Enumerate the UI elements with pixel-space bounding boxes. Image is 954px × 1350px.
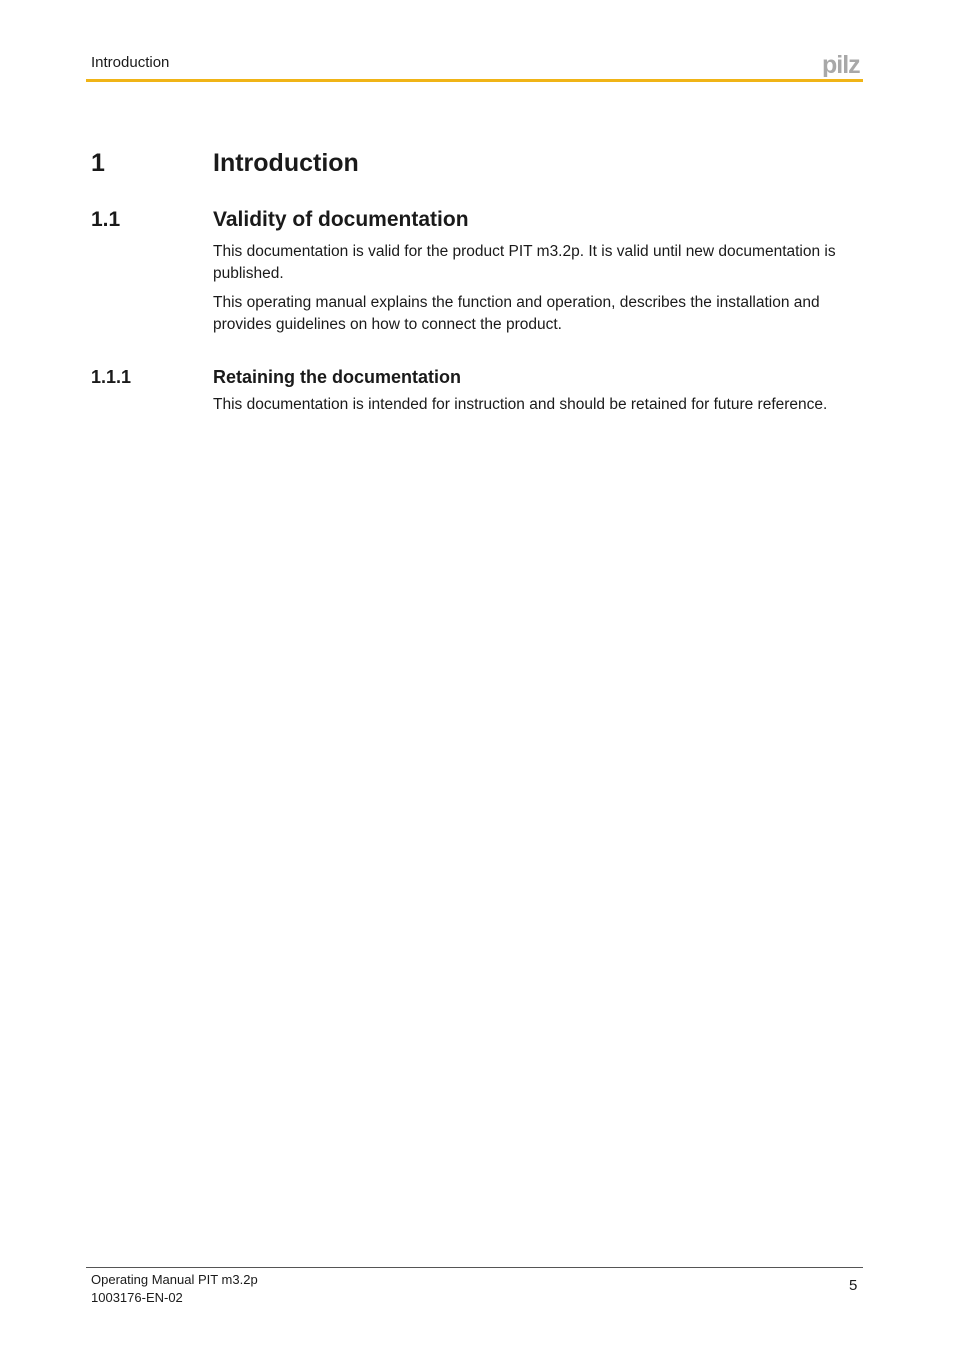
page-number: 5 <box>849 1277 858 1294</box>
footer-rule <box>86 1267 863 1268</box>
section-title: Validity of documentation <box>213 208 469 231</box>
section-paragraph-1: This documentation is valid for the product PIT m3.2p. It is valid until new documentation is published. <box>213 243 836 282</box>
pilz-logo <box>822 51 864 77</box>
footer-doc-number: 1003176-EN-02 <box>91 1290 183 1305</box>
subsection-number: 1.1.1 <box>91 367 132 387</box>
chapter-number: 1 <box>91 149 105 177</box>
subsection-title: Retaining the documentation <box>213 367 462 387</box>
header-rule <box>86 79 863 82</box>
chapter-title: Introduction <box>213 149 359 177</box>
footer-manual-title: Operating Manual PIT m3.2p <box>91 1272 258 1287</box>
svg-text:pilz: pilz <box>822 51 860 77</box>
section-number: 1.1 <box>91 208 121 231</box>
running-header-title: Introduction <box>91 54 170 71</box>
subsection-paragraph: This documentation is intended for instruction and should be retained for future reference. <box>213 396 828 413</box>
section-paragraph-2: This operating manual explains the function and operation, describes the installation and provides guidelines on how to connect the product. <box>213 294 820 333</box>
